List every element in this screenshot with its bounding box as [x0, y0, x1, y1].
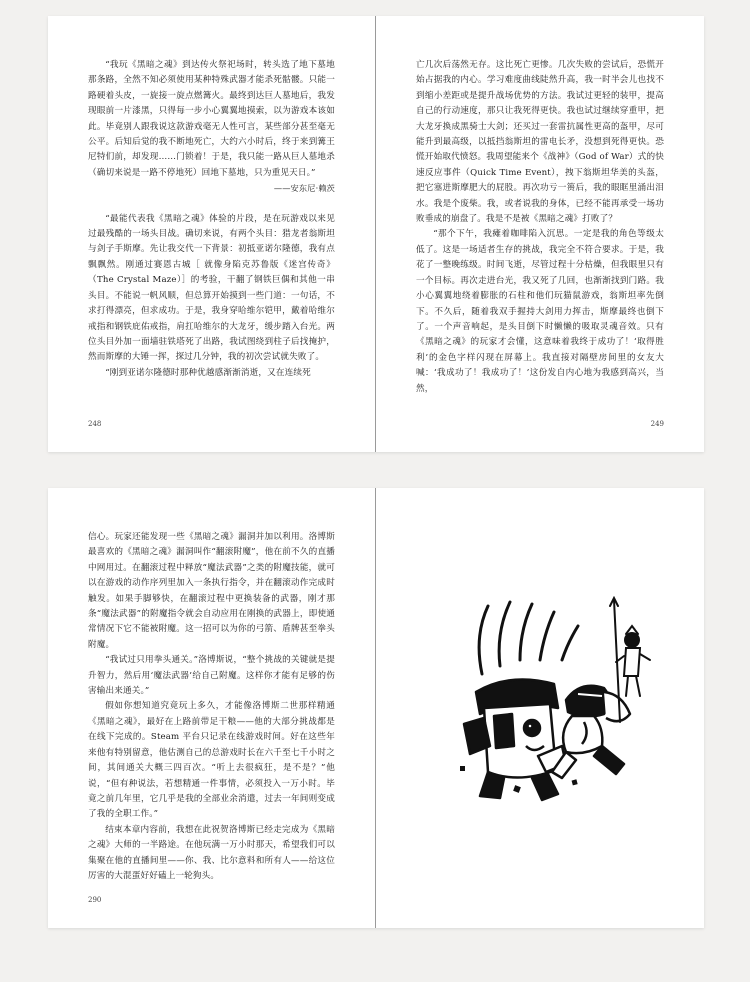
- page-248-text: [88, 58, 335, 381]
- page-number: 290: [88, 896, 102, 904]
- page-249-text: [416, 58, 664, 397]
- body-paragraph: “那个下午，我瘫着咖啡陷入沉思。一定是我的角色等级太低了。这是一场适者生存的挑战，我完全不符合要求。于是，我花了一整晚练级。时间飞逝，尽管过程十分枯燥，但我眼里只有一个目标。再次走进台光，我又死了几回，也渐渐找到门路。我小心翼翼地绕着膨胀的石柱和他们玩猫鼠游戏，翁斯坦率先倒下。不久后，随着我双手握持大剑用力挥击，斯摩最终也倒下了。一个声音响起，是头目倒下时懒懒的吸取灵魂音效。只有《黑暗之魂》的玩家才会懂，这意味着我终于成功了！‘取得胜利’的金色字样闪现在屏幕上。我直接对隔壁房间里的女友大喊：‘我成功了！我成功了！’这份发自内心地为我感到高兴，当然，: [416, 229, 664, 394]
- quote-paragraph: “刚到亚诺尔隆德时那种优越感渐渐消逝，又在连续死: [105, 367, 311, 378]
- book-spread-top: [48, 16, 704, 452]
- page-249: [376, 16, 704, 452]
- page-290-text: [88, 530, 335, 884]
- knights-illustration-icon: [454, 596, 654, 806]
- book-spread-bottom: [48, 488, 704, 928]
- page-number: 249: [650, 420, 664, 428]
- quote-attribution: ——安东尼·赖茨: [273, 183, 335, 194]
- page-291-illustration: [376, 488, 704, 928]
- page-number: 248: [88, 420, 102, 428]
- page-248: [48, 16, 376, 452]
- body-paragraph: “我试过只用拳头通关。”洛博斯说，“整个挑战的关键就是提升智力，然后用‘魔法武器’给自己附魔。这样你才能有足够的伤害输出来通关。”: [88, 655, 335, 697]
- body-paragraph: 结束本章内容前，我想在此祝贺洛博斯已经走完成为《黑暗之魂》大师的一半路途。在他玩满一万小时那天，希望我们可以集聚在他的直播间里——你、我、比尔意料和所有人——给这位厉害的大混蛋好好磕上一轮狗头。: [88, 824, 335, 881]
- quote-paragraph: “最能代表我《黑暗之魂》体验的片段，是在玩游戏以来见过最残酷的一场头目战。确切来说，有两个头目：猎龙者翁斯坦与剑子手斯摩。先让我交代一下背景：初抵亚诺尔隆德，我有点飘飘然。刚通过赛恩古城［ 就像身陷克苏鲁版《迷宫传奇》（The Crystal Maze）］的考验，干翻了钢铁巨偶和其他一串头目。不能说一帆风顺，但总算开始摸到一些门道：一句话，不求打得漂亮，但求成功。于是，我身穿哈维尔铠甲，戴着哈维尔戒指和钢铁庇佑戒指，肩扛哈维尔的大龙牙，缓步踏入台光。两位头目外加一面墙驻铁塔死了出路，我试图绕到柱子后找掩护，然而斯摩的大锤一挥，探过几分钟，我的初次尝试就失败了。: [88, 213, 335, 363]
- body-paragraph: 亡几次后荡然无存。这比死亡更惨。几次失败的尝试后，恐慌开始占据我的内心。学习难度曲线陡然升高，我一时半会儿也找不到缩小差距或是提升战场优势的方法。我试过更轻的装甲，提高自己的行动速度，那只让我死得更快。我也试过继续穿重甲，把大龙牙换成黑骑士大剑；还买过一套雷抗属性更高的盔甲，尽可能升到最高级，以抵挡翁斯坦的雷电长矛，没想到死得更快。恐慌开始取代愤怒。我周望能来个《战神》（God of War）式的快速反应事件（Quick Time Event），拽下翁斯坦华美的头盔，把它塞进斯摩肥大的屁股。再次功亏一篑后，我的眼眶里涌出泪水。我是个废柴。我，或者说我的身体，已经不能再承受一场功败垂成的崩盘了。我是不是被《黑暗之魂》打败了？: [416, 60, 664, 225]
- quote-paragraph: “我玩《黑暗之魂》到达传火祭祀场时，转头选了地下墓地那条路，全然不知必须使用某种特殊武器才能杀死骷髅。只能一路硬着头皮，一旋接一旋点燃篝火。最终到达巨人墓地后，我发现眼前一片漆黑，只得每一步小心翼翼地摸索，以为游戏本该如此。毕竟别人跟我说这款游戏毫无人性可言，某些部分甚至毫无公平。后知后觉的我不断地死亡，大约六小时后，终于来到篝王尼特们前，却发现……门锁着！于是，我只能一路从巨人墓地杀（确切来说是一路不停地死）回地下墓地，只为重见天日。”: [88, 60, 335, 178]
- body-paragraph: 假如你想知道究竟玩上多久，才能像洛博斯二世那样精通《黑暗之魂》，最好在上路前带足干粮——他的大部分挑战都是在线下完成的。Steam 平台只记录在线游戏时间。好在这些年来他有特别留意，他估测自己的总游戏时长在六千至七千小时之间，其间通关大概三四百次。“听上去很疯狂，是不是？”他说，“但有种说法，若想精通一件事情，必须投入一万小时。毕竟之前几年里，它几乎是我的全部业余消遣，过去一年间则变成了我的全职工作。”: [88, 701, 335, 820]
- body-paragraph: 信心。玩家还能发现一些《黑暗之魂》漏洞并加以利用。洛博斯最喜欢的《黑暗之魂》漏洞叫作“翻滚附魔”，他在前不久的直播中网用过。在翻滚过程中释放“魔法武器”之类的附魔技能，就可以在游戏的动作序列里加入一条执行指令，并在翻滚动作完成时触发。如果手脚够快，在翻滚过程中更换装备的武器，刚才那条“魔法武器”的附魔指令就会自动应用在刚换的武器上，即使通常情况下它不能被附魔。这一招可以为你的弓箭、盾牌甚至拳头附魔。: [88, 532, 335, 650]
- page-290: [48, 488, 376, 928]
